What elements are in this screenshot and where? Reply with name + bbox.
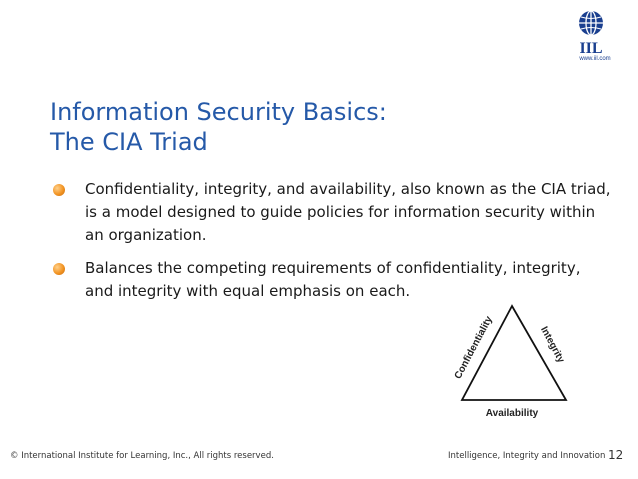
bullet-text: Confidentiality, integrity, and availability, also known as the CIA triad, is a model designed to guide policies for information security within an organization.: [85, 180, 611, 244]
page-number: 12: [608, 448, 624, 462]
cia-triad-diagram: [438, 296, 586, 422]
bullet-icon: [53, 184, 65, 196]
bullet-text: Balances the competing requirements of confidentiality, integrity, and integrity with equal emphasis on each.: [85, 259, 581, 300]
bullet-icon: [53, 263, 65, 275]
logo-url: www.iil.com: [579, 56, 611, 62]
triad-label-availability: Availability: [485, 408, 539, 419]
footer-tagline: Intelligence, Integrity and Innovation: [448, 451, 606, 461]
bullet-item: [53, 178, 613, 247]
title-line-1: Information Security Basics:: [50, 98, 387, 126]
slide-title: [50, 97, 387, 157]
footer-copyright: © International Institute for Learning, Inc., All rights reserved.: [10, 451, 274, 461]
triad-label-confidentiality: Confidentiality: [452, 314, 495, 382]
logo-wordmark: IIL: [579, 40, 603, 57]
globe-icon: [579, 11, 603, 35]
title-line-2: The CIA Triad: [50, 128, 208, 156]
triad-label-integrity: Integrity: [538, 324, 567, 365]
bullet-list: [53, 178, 613, 313]
